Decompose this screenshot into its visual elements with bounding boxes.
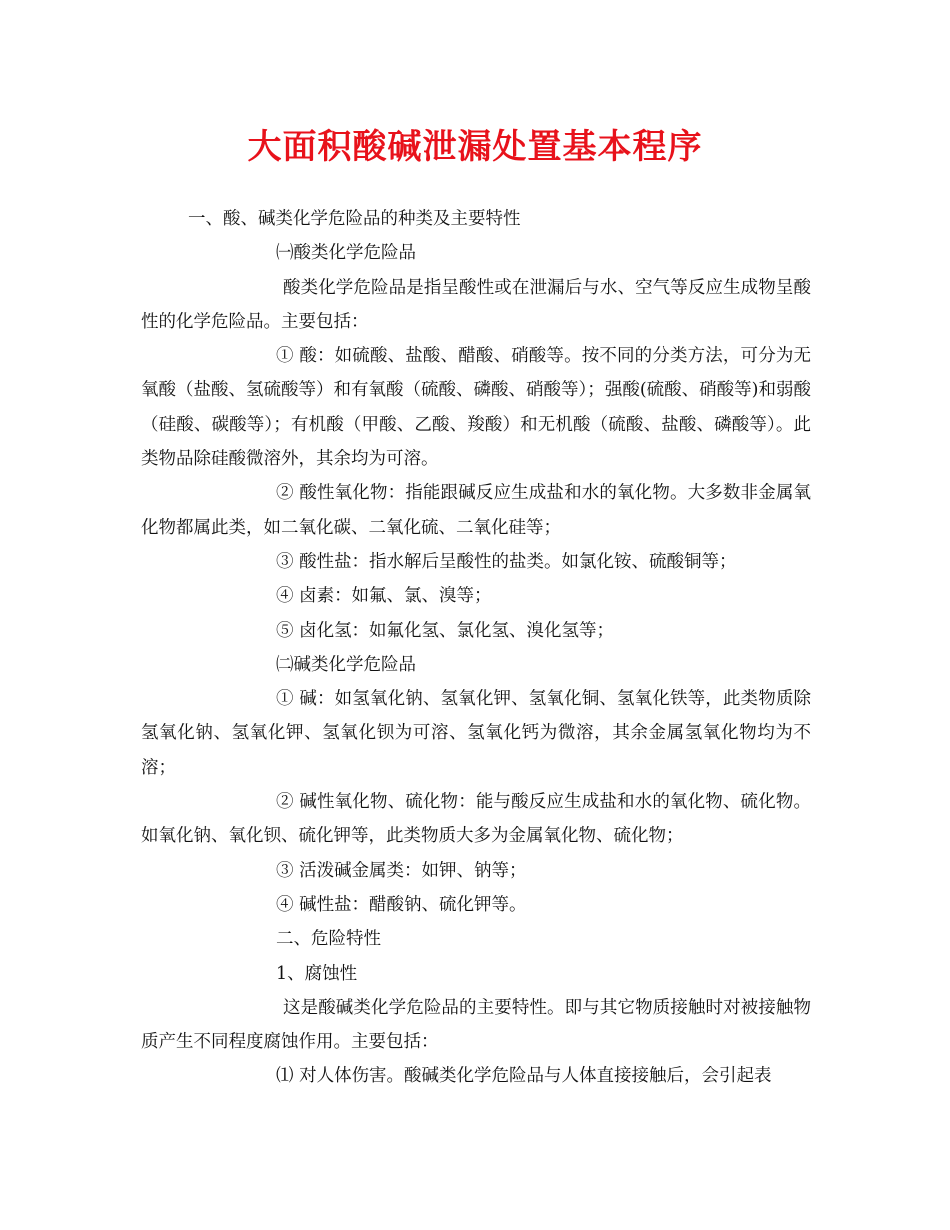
paragraph: 一、酸、碱类化学危险品的种类及主要特性: [188, 209, 521, 229]
paragraph: 酸类化学危险品是指呈酸性或在泄漏后与水、空气等反应生成物呈酸性的化学危险品。主要包括：: [141, 277, 811, 332]
paragraph: ④ 碱性盐：醋酸钠、硫化钾等。: [276, 894, 527, 915]
paragraph: ③ 酸性盐：指水解后呈酸性的盐类。如氯化铵、硫酸铜等；: [276, 551, 737, 572]
paragraph: ② 碱性氧化物、硫化物：能与酸反应生成盐和水的氧化物、硫化物。如氧化钠、氧化钡、硫化钾等，此类物质大多为金属氧化物、硫化物；: [141, 792, 811, 847]
paragraph: ㈠酸类化学危险品: [276, 243, 416, 264]
section-heading: 二、危险特性: [276, 929, 381, 950]
subsection-heading: 1、腐蚀性: [276, 963, 358, 984]
paragraph: ㈡碱类化学危险品: [276, 654, 416, 675]
paragraph: ① 酸：如硫酸、盐酸、醋酸、硝酸等。按不同的分类方法，可分为无氧酸（盐酸、氢硫酸等）和有氧酸（硫酸、磷酸、硝酸等）；强酸(硫酸、硝酸等)和弱酸（硅酸、碳酸等）；有机酸（甲酸、乙酸、羧酸）和无机酸（硫酸、盐酸、磷酸等）。此类物品除硅酸微溶外，其余均为可溶。: [141, 346, 811, 470]
paragraph: ③ 活泼碱金属类：如钾、钠等；: [276, 860, 527, 881]
document-title: 大面积酸碱泄漏处置基本程序: [247, 127, 703, 167]
paragraph: ④ 卤素：如氟、氯、溴等；: [276, 586, 492, 607]
paragraph: ② 酸性氧化物：指能跟碱反应生成盐和水的氧化物。大多数非金属氧化物都属此类，如二氧化碳、二氧化硫、二氧化硅等；: [141, 483, 811, 538]
paragraph: 这是酸碱类化学危险品的主要特性。即与其它物质接触时对被接触物质产生不同程度腐蚀作用。主要包括：: [141, 997, 811, 1053]
paragraph: ⑴ 对人体伤害。酸碱类化学危险品与人体直接接触后，会引起表: [276, 1066, 772, 1087]
document-body: [141, 202, 811, 1094]
paragraph: ⑤ 卤化氢：如氟化氢、氯化氢、溴化氢等；: [276, 620, 615, 641]
paragraph: ① 碱：如氢氧化钠、氢氧化钾、氢氧化铜、氢氧化铁等，此类物质除氢氧化钠、氢氧化钾、氢氧化钡为可溶、氢氧化钙为微溶，其余金属氢氧化物均为不溶；: [141, 689, 811, 778]
